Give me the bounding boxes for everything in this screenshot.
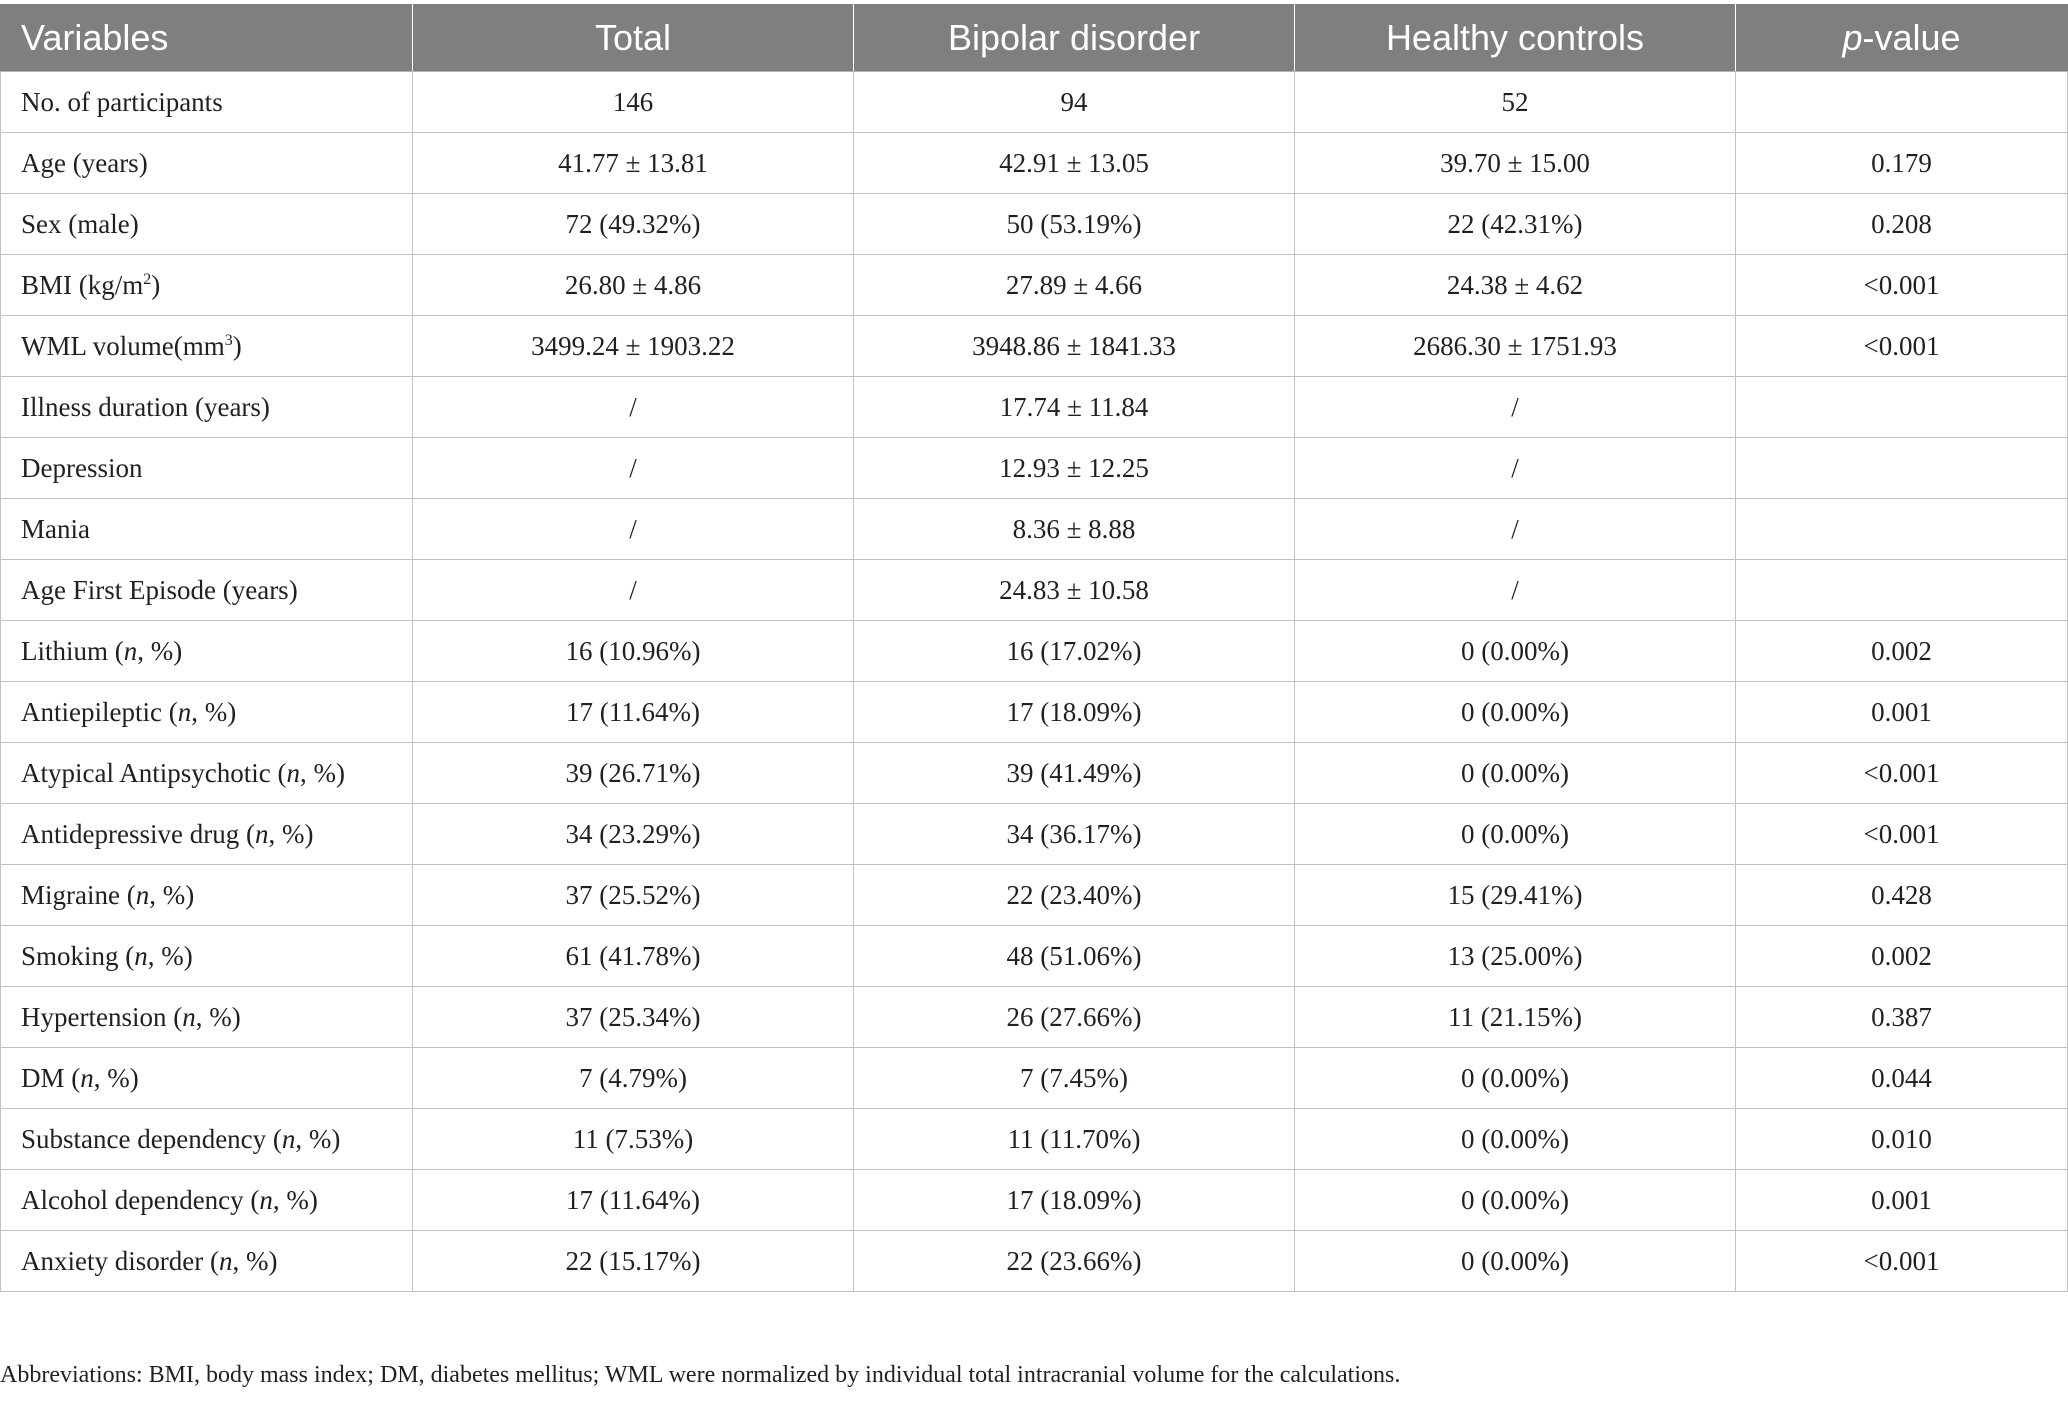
- cell-p: [1736, 560, 2068, 621]
- table-row: [1, 377, 2068, 438]
- cell-healthy: 0 (0.00%): [1295, 743, 1736, 804]
- header-healthy: Healthy controls: [1295, 4, 1736, 72]
- table-row: [1, 499, 2068, 560]
- cell-total: 39 (26.71%): [413, 743, 854, 804]
- cell-total: 61 (41.78%): [413, 926, 854, 987]
- cell-p: 0.001: [1736, 682, 2068, 743]
- cell-p: <0.001: [1736, 316, 2068, 377]
- table-row: [1, 1170, 2068, 1231]
- cell-total: 17 (11.64%): [413, 682, 854, 743]
- cell-p: [1736, 72, 2068, 133]
- cell-variable: [1, 316, 413, 377]
- cell-healthy: 39.70 ± 15.00: [1295, 133, 1736, 194]
- cell-bipolar: 12.93 ± 12.25: [854, 438, 1295, 499]
- variable-label: Antidepressive drug (: [21, 818, 255, 849]
- cell-bipolar: 27.89 ± 4.66: [854, 255, 1295, 316]
- cell-healthy: 0 (0.00%): [1295, 1231, 1736, 1292]
- cell-variable: Age First Episode (years): [1, 560, 413, 621]
- cell-bipolar: 34 (36.17%): [854, 804, 1295, 865]
- table-row: [1, 255, 2068, 316]
- table-row: [1, 865, 2068, 926]
- cell-p: 0.208: [1736, 194, 2068, 255]
- variable-suffix: ): [151, 269, 161, 300]
- cell-healthy: 0 (0.00%): [1295, 621, 1736, 682]
- header-variables: Variables: [1, 4, 413, 72]
- cell-bipolar: 3948.86 ± 1841.33: [854, 316, 1295, 377]
- cell-bipolar: 7 (7.45%): [854, 1048, 1295, 1109]
- cell-healthy: 15 (29.41%): [1295, 865, 1736, 926]
- cell-healthy: /: [1295, 499, 1736, 560]
- cell-healthy: 0 (0.00%): [1295, 804, 1736, 865]
- cell-variable: [1, 1048, 413, 1109]
- cell-variable: Age (years): [1, 133, 413, 194]
- cell-bipolar: 50 (53.19%): [854, 194, 1295, 255]
- variable-label: WML volume(mm: [21, 330, 225, 361]
- cell-healthy: 2686.30 ± 1751.93: [1295, 316, 1736, 377]
- variable-suffix: , %): [191, 696, 237, 727]
- cell-bipolar: 22 (23.66%): [854, 1231, 1295, 1292]
- header-p-value: [1736, 4, 2068, 72]
- variable-suffix: , %): [93, 1062, 139, 1093]
- variable-suffix: , %): [299, 757, 345, 788]
- cell-variable: Depression: [1, 438, 413, 499]
- cell-total: 3499.24 ± 1903.22: [413, 316, 854, 377]
- cell-variable: Illness duration (years): [1, 377, 413, 438]
- cell-p: 0.002: [1736, 621, 2068, 682]
- cell-total: 22 (15.17%): [413, 1231, 854, 1292]
- variable-suffix: ): [232, 330, 242, 361]
- cell-variable: [1, 1109, 413, 1170]
- table-row: [1, 743, 2068, 804]
- variable-italic: n: [286, 757, 300, 788]
- variable-label: Migraine (: [21, 879, 136, 910]
- cell-bipolar: 8.36 ± 8.88: [854, 499, 1295, 560]
- footnote: Abbreviations: BMI, body mass index; DM, diabetes mellitus; WML were normalized by individual total intracranial volume for the calculations.: [0, 1362, 1401, 1388]
- variable-superscript: 2: [143, 270, 152, 288]
- cell-healthy: 0 (0.00%): [1295, 1048, 1736, 1109]
- cell-bipolar: 26 (27.66%): [854, 987, 1295, 1048]
- variable-italic: n: [80, 1062, 94, 1093]
- variable-italic: n: [135, 879, 150, 910]
- cell-total: 17 (11.64%): [413, 1170, 854, 1231]
- cell-p: [1736, 499, 2068, 560]
- cell-p: <0.001: [1736, 804, 2068, 865]
- cell-p: [1736, 377, 2068, 438]
- cell-healthy: 52: [1295, 72, 1736, 133]
- header-bipolar: Bipolar disorder: [854, 4, 1295, 72]
- cell-bipolar: 39 (41.49%): [854, 743, 1295, 804]
- cell-healthy: 0 (0.00%): [1295, 1109, 1736, 1170]
- cell-p: 0.428: [1736, 865, 2068, 926]
- variable-italic: n: [134, 940, 148, 971]
- cell-variable: No. of participants: [1, 72, 413, 133]
- characteristics-table: [0, 4, 2068, 1292]
- cell-healthy: 0 (0.00%): [1295, 682, 1736, 743]
- cell-healthy: 0 (0.00%): [1295, 1170, 1736, 1231]
- table-row: [1, 560, 2068, 621]
- cell-bipolar: 17 (18.09%): [854, 1170, 1295, 1231]
- cell-variable: [1, 926, 413, 987]
- cell-total: 37 (25.52%): [413, 865, 854, 926]
- cell-variable: Sex (male): [1, 194, 413, 255]
- cell-variable: [1, 865, 413, 926]
- header-p-italic: p: [1842, 16, 1863, 58]
- variable-label: BMI (kg/m: [21, 269, 144, 300]
- variable-label: Hypertension (: [21, 1001, 183, 1032]
- cell-total: 11 (7.53%): [413, 1109, 854, 1170]
- cell-total: 7 (4.79%): [413, 1048, 854, 1109]
- cell-variable: [1, 1170, 413, 1231]
- cell-healthy: 11 (21.15%): [1295, 987, 1736, 1048]
- cell-variable: [1, 743, 413, 804]
- table-body: [1, 72, 2068, 1292]
- cell-bipolar: 17 (18.09%): [854, 682, 1295, 743]
- variable-suffix: , %): [268, 818, 314, 849]
- cell-variable: [1, 255, 413, 316]
- table-row: [1, 1231, 2068, 1292]
- variable-label: Lithium (: [21, 635, 124, 666]
- table-row: [1, 316, 2068, 377]
- cell-variable: [1, 682, 413, 743]
- cell-total: /: [413, 377, 854, 438]
- cell-total: 37 (25.34%): [413, 987, 854, 1048]
- table-row: [1, 1048, 2068, 1109]
- variable-italic: n: [218, 1245, 233, 1276]
- cell-p: 0.179: [1736, 133, 2068, 194]
- cell-bipolar: 94: [854, 72, 1295, 133]
- variable-superscript: 3: [224, 331, 233, 349]
- cell-total: /: [413, 560, 854, 621]
- variable-suffix: , %): [272, 1184, 318, 1215]
- variable-label: Antiepileptic (: [21, 696, 178, 727]
- variable-italic: n: [182, 1001, 196, 1032]
- variable-italic: n: [123, 635, 138, 666]
- cell-total: 72 (49.32%): [413, 194, 854, 255]
- cell-p: <0.001: [1736, 255, 2068, 316]
- variable-suffix: , %): [195, 1001, 241, 1032]
- cell-variable: [1, 804, 413, 865]
- header-p-rest: -value: [1862, 16, 1961, 58]
- cell-variable: [1, 1231, 413, 1292]
- variable-label: DM (: [21, 1062, 81, 1093]
- cell-bipolar: 16 (17.02%): [854, 621, 1295, 682]
- cell-p: <0.001: [1736, 1231, 2068, 1292]
- cell-variable: [1, 987, 413, 1048]
- table-row: [1, 438, 2068, 499]
- cell-healthy: 13 (25.00%): [1295, 926, 1736, 987]
- header-total: Total: [413, 4, 854, 72]
- cell-bipolar: 17.74 ± 11.84: [854, 377, 1295, 438]
- variable-italic: n: [281, 1123, 296, 1154]
- cell-variable: Mania: [1, 499, 413, 560]
- cell-total: 26.80 ± 4.86: [413, 255, 854, 316]
- variable-suffix: , %): [232, 1245, 278, 1276]
- variable-suffix: , %): [149, 879, 195, 910]
- table-row: [1, 133, 2068, 194]
- cell-p: [1736, 438, 2068, 499]
- variable-suffix: , %): [137, 635, 183, 666]
- cell-p: 0.002: [1736, 926, 2068, 987]
- header-row: [1, 4, 2068, 72]
- cell-healthy: /: [1295, 438, 1736, 499]
- table-row: [1, 621, 2068, 682]
- cell-total: /: [413, 438, 854, 499]
- cell-total: /: [413, 499, 854, 560]
- table-row: [1, 987, 2068, 1048]
- table-row: [1, 926, 2068, 987]
- table-header: [1, 4, 2068, 72]
- cell-bipolar: 42.91 ± 13.05: [854, 133, 1295, 194]
- cell-healthy: 22 (42.31%): [1295, 194, 1736, 255]
- cell-bipolar: 48 (51.06%): [854, 926, 1295, 987]
- variable-label: Anxiety disorder (: [21, 1245, 219, 1276]
- table-row: [1, 1109, 2068, 1170]
- cell-total: 16 (10.96%): [413, 621, 854, 682]
- cell-healthy: /: [1295, 560, 1736, 621]
- variable-italic: n: [177, 696, 192, 727]
- variable-label: Atypical Antipsychotic (: [21, 757, 287, 788]
- table-row: [1, 72, 2068, 133]
- cell-variable: [1, 621, 413, 682]
- cell-p: 0.387: [1736, 987, 2068, 1048]
- table-row: [1, 804, 2068, 865]
- variable-suffix: , %): [147, 940, 193, 971]
- table-row: [1, 194, 2068, 255]
- cell-p: 0.001: [1736, 1170, 2068, 1231]
- variable-label: Smoking (: [21, 940, 135, 971]
- cell-bipolar: 24.83 ± 10.58: [854, 560, 1295, 621]
- table-row: [1, 682, 2068, 743]
- variable-italic: n: [254, 818, 269, 849]
- cell-p: <0.001: [1736, 743, 2068, 804]
- cell-bipolar: 11 (11.70%): [854, 1109, 1295, 1170]
- variable-suffix: , %): [295, 1123, 341, 1154]
- cell-total: 34 (23.29%): [413, 804, 854, 865]
- cell-healthy: 24.38 ± 4.62: [1295, 255, 1736, 316]
- cell-healthy: /: [1295, 377, 1736, 438]
- cell-bipolar: 22 (23.40%): [854, 865, 1295, 926]
- cell-p: 0.044: [1736, 1048, 2068, 1109]
- cell-p: 0.010: [1736, 1109, 2068, 1170]
- variable-label: Alcohol dependency (: [21, 1184, 260, 1215]
- variable-italic: n: [259, 1184, 273, 1215]
- cell-total: 146: [413, 72, 854, 133]
- variable-label: Substance dependency (: [21, 1123, 282, 1154]
- cell-total: 41.77 ± 13.81: [413, 133, 854, 194]
